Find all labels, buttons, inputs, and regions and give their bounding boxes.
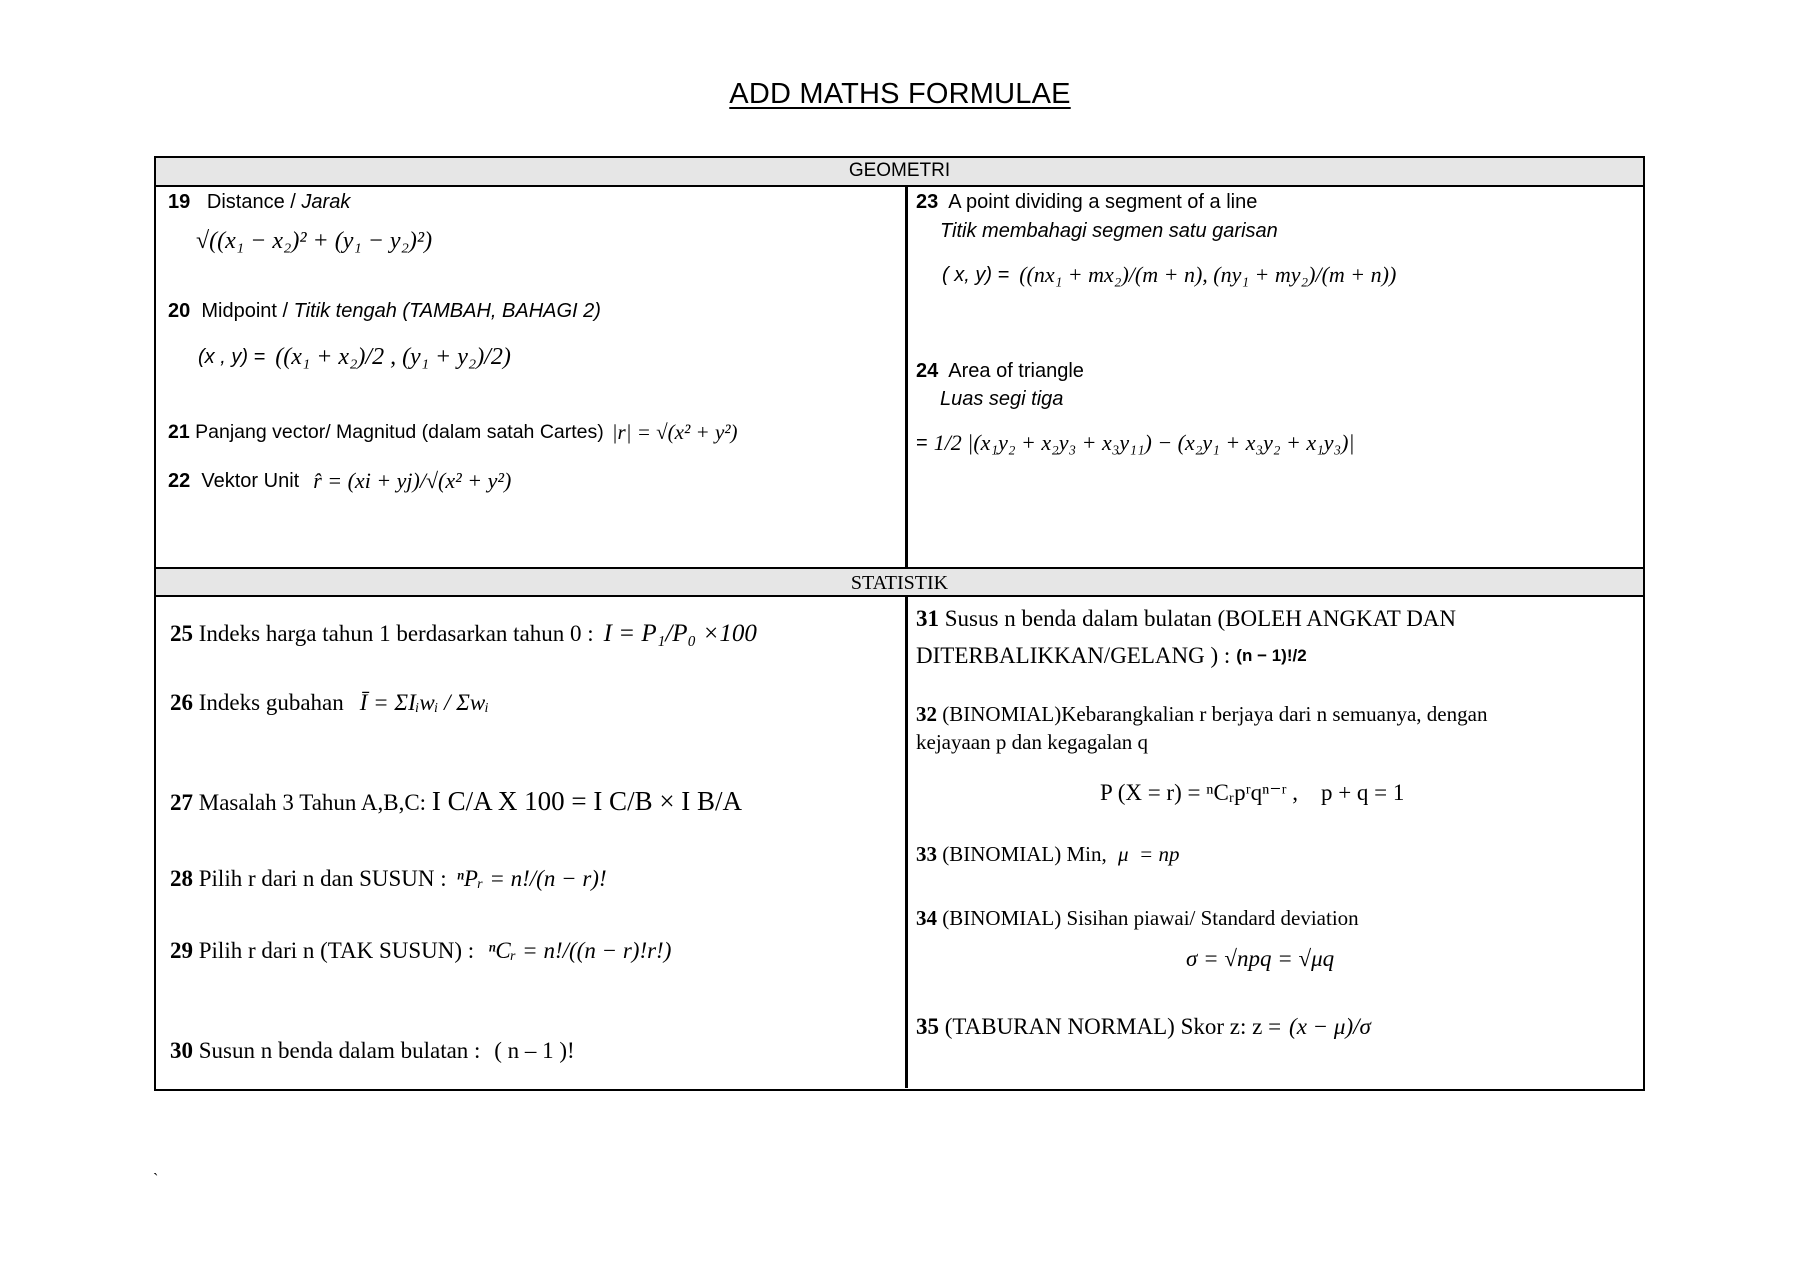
formula-33-expression: μ = np bbox=[1117, 842, 1180, 866]
section-header-statistik: STATISTIK bbox=[156, 567, 1643, 597]
formula-29 bbox=[170, 938, 671, 964]
label-en: Vektor Unit bbox=[201, 469, 300, 492]
formula-number: 24 bbox=[916, 360, 939, 382]
formula-25-label bbox=[170, 621, 594, 647]
formula-number: 27 bbox=[170, 790, 193, 815]
formula-24-value: 1/2 |(x₁y₂ + x₂y₃ + x₃y₁₁) − (x₂y₁ + x₃y₂ + x₁y₃)| bbox=[933, 430, 1355, 455]
formula-27 bbox=[170, 786, 742, 817]
formula-23-expression bbox=[942, 262, 1396, 288]
stray-mark: ` bbox=[153, 1171, 159, 1188]
formula-22-expression: r̂ = (xi + yj)/√(x² + y²) bbox=[313, 468, 512, 493]
label: (TABURAN NORMAL) Skor z: z = bbox=[944, 1014, 1282, 1039]
formula-20-label bbox=[168, 300, 601, 323]
formula-19-label bbox=[168, 191, 350, 214]
formula-28 bbox=[170, 866, 607, 892]
label-en: A point dividing a segment of a line bbox=[948, 191, 1258, 213]
label: Susus n benda dalam bulatan (BOLEH ANGKAT DAN bbox=[944, 606, 1457, 631]
formula-25-expression: I = P₁/P₀ ×100 bbox=[603, 620, 757, 647]
formula-32-label-line2: kejayaan p dan kegagalan q bbox=[916, 730, 1149, 754]
formula-number: 23 bbox=[916, 191, 939, 213]
formula-23-value: ((nx₁ + mx₂)/(m + n), (ny₁ + my₂)/(m + n)) bbox=[1019, 262, 1397, 287]
label: Susun n benda dalam bulatan : bbox=[198, 1038, 481, 1063]
label: (BINOMIAL) Sisihan piawai/ Standard deviation bbox=[942, 906, 1359, 930]
formula-number: 25 bbox=[170, 621, 193, 646]
formula-21-expression: |r| = √(x² + y²) bbox=[611, 420, 738, 444]
formula-31 bbox=[916, 600, 1456, 674]
formula-20-expression bbox=[198, 344, 511, 371]
formula-lhs: ( x, y) = bbox=[942, 263, 1010, 286]
formula-26-expression: Ī = ΣIᵢwᵢ / Σwᵢ bbox=[359, 690, 489, 715]
formula-23-label-my: Titik membahagi segmen satu garisan bbox=[940, 220, 1278, 242]
formula-33-label bbox=[916, 842, 1107, 866]
formula-35 bbox=[916, 1014, 1371, 1040]
label: Indeks harga tahun 1 berdasarkan tahun 0 : bbox=[198, 621, 594, 646]
formula-lhs: (x , y) = bbox=[198, 346, 266, 368]
formula-number: 31 bbox=[916, 606, 939, 631]
formula-34-expression: σ = √npq = √μq bbox=[1186, 946, 1335, 971]
formula-30 bbox=[170, 1038, 575, 1064]
formula-29-label bbox=[170, 938, 474, 964]
document-title: ADD MATHS FORMULAE bbox=[729, 78, 1071, 110]
formula-33 bbox=[916, 842, 1179, 867]
formula-25 bbox=[170, 620, 757, 648]
label-en: Area of triangle bbox=[948, 360, 1084, 382]
formula-32-label-line1 bbox=[916, 700, 1487, 728]
formula-32 bbox=[916, 700, 1487, 756]
section-header-geometri: GEOMETRI bbox=[156, 158, 1643, 187]
formula-20-value: ((x₁ + x₂)/2 , (y₁ + y₂)/2) bbox=[275, 344, 511, 370]
formula-19-expression: √((x₁ − x₂)² + (y₁ − y₂)²) bbox=[196, 228, 433, 254]
formula-number: 30 bbox=[170, 1038, 193, 1063]
formula-number: 28 bbox=[170, 866, 193, 891]
formula-26 bbox=[170, 690, 489, 716]
label: Pilih r dari n (TAK SUSUN) : bbox=[198, 938, 475, 963]
formula-31-label-line1 bbox=[916, 600, 1456, 637]
formula-22-label bbox=[168, 470, 299, 493]
formula-21-label bbox=[168, 421, 604, 444]
label: (BINOMIAL)Kebarangkalian r berjaya dari n semuanya, dengan bbox=[942, 702, 1488, 726]
formula-24-label-my: Luas segi tiga bbox=[940, 388, 1064, 410]
label-en: Panjang vector/ Magnitud (dalam satah Cartes) bbox=[195, 421, 604, 443]
formula-27-label bbox=[170, 790, 426, 815]
formula-28-expression: ⁿPᵣ = n!/(n − r)! bbox=[456, 866, 607, 891]
label-en: Distance / bbox=[206, 191, 302, 213]
label-en: Midpoint / bbox=[201, 300, 294, 322]
formula-32-expression: P (X = r) = ⁿCᵣpʳqⁿ⁻ʳ , p + q = 1 bbox=[1100, 780, 1405, 805]
formula-22 bbox=[168, 468, 511, 494]
formula-number: 21 bbox=[168, 421, 190, 443]
formula-number: 34 bbox=[916, 906, 937, 930]
column-divider bbox=[905, 595, 908, 1088]
formula-34-label bbox=[916, 906, 1359, 931]
formula-number: 29 bbox=[170, 938, 193, 963]
formula-24-expression bbox=[916, 430, 1355, 456]
formula-number: 35 bbox=[916, 1014, 939, 1039]
formula-number: 22 bbox=[168, 469, 191, 492]
label-my: Titik tengah (TAMBAH, BAHAGI 2) bbox=[293, 300, 601, 322]
formula-27-expression: I C/A X 100 = I C/B × I B/A bbox=[431, 786, 743, 816]
formula-35-label bbox=[916, 1014, 1281, 1040]
label: Indeks gubahan bbox=[198, 690, 344, 715]
formula-number: 26 bbox=[170, 690, 193, 715]
formula-35-expression: (x − μ)/σ bbox=[1289, 1014, 1371, 1039]
formula-number: 20 bbox=[168, 300, 191, 322]
formula-31-expression: (n − 1)!/2 bbox=[1236, 646, 1307, 665]
formula-lhs: = bbox=[916, 431, 928, 454]
formula-26-label bbox=[170, 690, 344, 716]
label: Masalah 3 Tahun A,B,C: bbox=[198, 790, 427, 815]
formula-number: 33 bbox=[916, 842, 937, 866]
formula-31-label-line2: DITERBALIKKAN/GELANG ) : bbox=[916, 643, 1231, 668]
formula-30-expression: ( n – 1 )! bbox=[494, 1038, 575, 1063]
label: Pilih r dari n dan SUSUN : bbox=[198, 866, 447, 891]
label: (BINOMIAL) Min, bbox=[942, 842, 1107, 866]
formula-28-label bbox=[170, 866, 447, 892]
formula-table bbox=[154, 156, 1645, 1091]
column-divider bbox=[905, 185, 908, 567]
formula-number: 19 bbox=[168, 191, 191, 213]
formula-number: 32 bbox=[916, 702, 937, 726]
formula-21 bbox=[168, 420, 738, 445]
formula-30-label bbox=[170, 1038, 480, 1063]
formula-24-label bbox=[916, 360, 1084, 383]
label-my: Jarak bbox=[301, 191, 351, 213]
formula-29-expression: ⁿCᵣ = n!/((n − r)!r!) bbox=[488, 938, 672, 963]
formula-23-label bbox=[916, 191, 1257, 214]
